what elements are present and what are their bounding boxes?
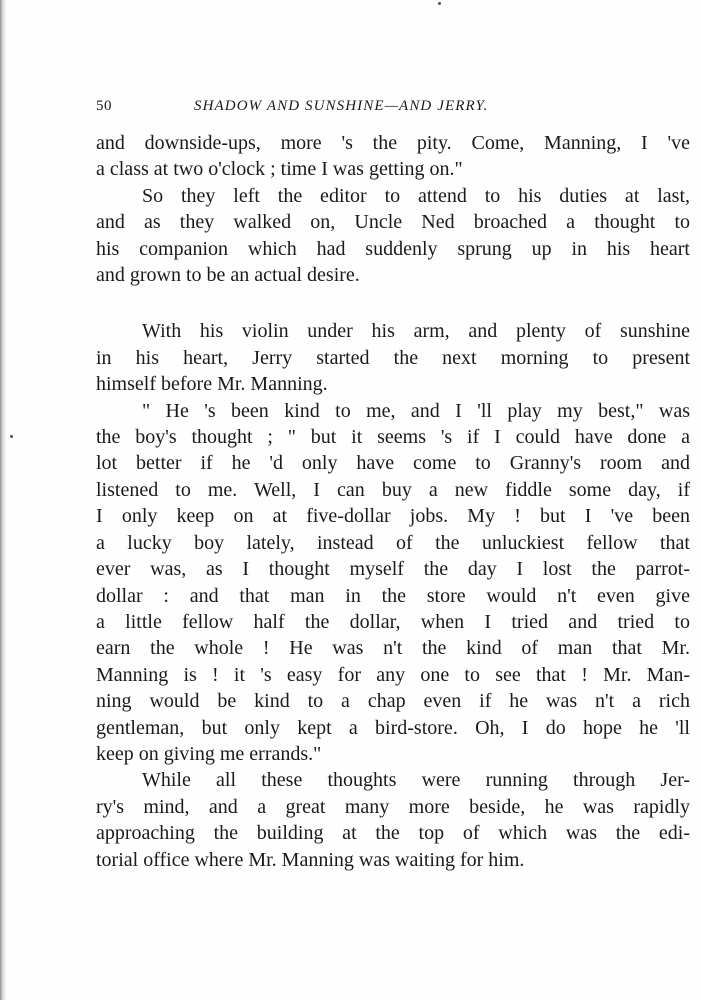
text-line: torial office where Mr. Manning was waiting for him. <box>96 848 525 871</box>
running-title: SHADOW AND SUNSHINE—AND JERRY. <box>194 98 489 114</box>
text-line: and downside-ups, more 's the pity. Come, Manning, I 've <box>96 132 690 154</box>
text-line: " He 's been kind to me, and I 'll play my best," was <box>142 399 690 422</box>
text-line: ry's mind, and a great many more beside, he was rapidly <box>96 795 690 818</box>
body-text <box>96 130 690 873</box>
text-line: a class at two o'clock ; time I was getting on." <box>96 158 463 181</box>
text-line: earn the whole ! He was n't the kind of man that Mr. <box>96 637 690 660</box>
text-line: a lucky boy lately, instead of the unluckiest fellow that <box>96 531 690 554</box>
page-header <box>96 96 656 118</box>
text-line: Manning is ! it 's easy for any one to see that ! Mr. Man- <box>96 663 690 686</box>
text-line: his companion which had suddenly sprung up in his heart <box>96 237 690 260</box>
text-line: ning would be kind to a chap even if he was n't a rich <box>96 690 690 713</box>
scan-speck <box>10 435 13 438</box>
text-line: While all these thoughts were running through Jer- <box>142 769 690 792</box>
text-line: the boy's thought ; " but it seems 's if I could have done a <box>96 426 690 449</box>
text-line: ever was, as I thought myself the day I lost the parrot- <box>96 558 690 581</box>
text-line: a little fellow half the dollar, when I tried and tried to <box>96 610 690 633</box>
text-line: dollar : and that man in the store would n't even give <box>96 584 690 607</box>
text-line: and grown to be an actual desire. <box>96 264 360 287</box>
paragraph <box>96 318 690 397</box>
text-line: listened to me. Well, I can buy a new fiddle some day, if <box>96 478 690 501</box>
text-line: himself before Mr. Manning. <box>96 373 328 396</box>
text-line: gentleman, but only kept a bird-store. Oh, I do hope he 'll <box>96 716 690 739</box>
text-line: With his violin under his arm, and plenty of sunshine <box>142 320 690 343</box>
text-line: lot better if he 'd only have come to Granny's room and <box>96 452 690 475</box>
paragraph <box>96 398 690 768</box>
section-break <box>96 288 690 318</box>
text-line: I only keep on at five-dollar jobs. My ! but I 've been <box>96 505 690 528</box>
paragraph <box>96 767 690 873</box>
text-line: So they left the editor to attend to his duties at last, <box>142 184 690 207</box>
paragraph <box>96 183 690 289</box>
paragraph <box>96 130 690 183</box>
text-line: in his heart, Jerry started the next morning to present <box>96 346 690 369</box>
page-number: 50 <box>96 98 112 114</box>
text-line: and as they walked on, Uncle Ned broached a thought to <box>96 211 690 234</box>
text-line: keep on giving me errands." <box>96 742 322 765</box>
page-binding-edge <box>0 0 7 1000</box>
text-line: approaching the building at the top of which was the edi- <box>96 822 690 845</box>
scan-speck <box>438 2 441 5</box>
